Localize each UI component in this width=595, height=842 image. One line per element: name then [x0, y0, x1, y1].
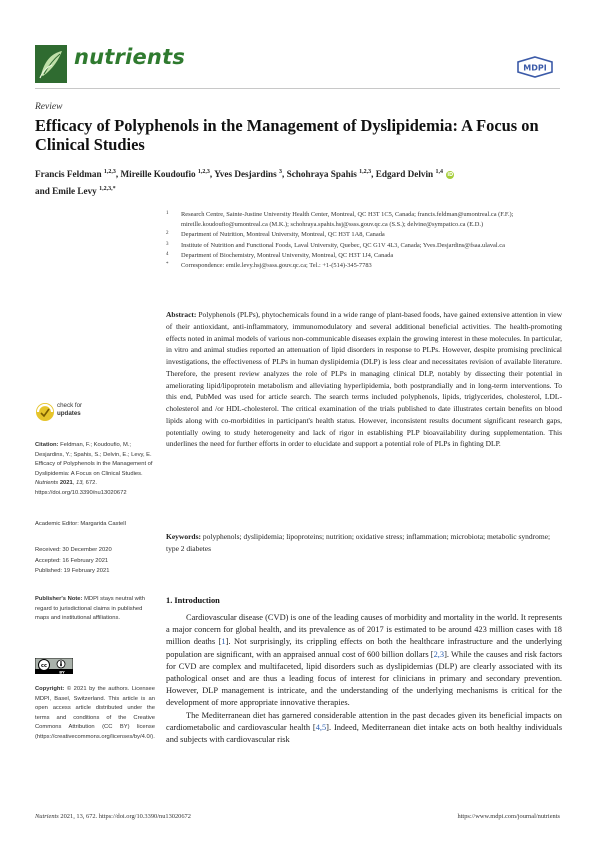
citation-label: Citation:	[35, 442, 59, 448]
published-date: Published: 19 February 2021	[35, 568, 110, 575]
affiliation-number: 3	[166, 241, 169, 247]
affiliation-item	[166, 261, 566, 271]
affiliation-number: 2	[166, 231, 169, 237]
copyright-text: © 2021 by the authors. Licensee MDPI, Basel, Switzerland. This article is an open access article distributed under the terms and conditions of the Creative Commons Attribution (CC BY) license (https://creativecommons.org/licenses/by/4.0/).	[35, 686, 155, 740]
author-name: Francis Feldman $^{1,2,3}$	[35, 169, 116, 180]
copyright-label: Copyright:	[35, 686, 65, 692]
intro-paragraph	[166, 612, 562, 710]
footer-citation-text[interactable]: 2021, 13, 672. https://doi.org/10.3390/nu13020672	[60, 813, 191, 820]
intro-text: The Mediterranean diet has garnered considerable attention in the past decades given its beneficial impacts on cardiometabolic and cardiovascular health [	[166, 710, 562, 732]
received-date: Received: 30 December 2020	[35, 547, 112, 553]
footer-journal: Nutrients	[35, 813, 59, 820]
reference-link[interactable]: 2,3	[433, 649, 445, 659]
citation-year: 2021	[59, 480, 73, 487]
check-updates-icon	[35, 401, 55, 423]
keywords-label: Keywords:	[166, 532, 201, 541]
cc-by-license-icon[interactable]	[35, 658, 73, 674]
affiliation-text: Research Centre, Sainte-Justine University Health Center, Montreal, QC H3T 1C5, Canada; francis.feldman@umontreal.ca (F.F.); mireille.koudoufio@umontreal.ca (M.K.); schohraya.spahis.hsj@ssss.gouv.qc.ca (S.S.); delvine@sympatico.ca (E.D.)	[181, 211, 514, 229]
reference-link[interactable]: 1	[221, 637, 226, 647]
publisher-note-text: MDPI stays neutral with regard to jurisdictional claims in published maps and institutional affiliations.	[35, 596, 145, 622]
intro-text: ]. Indeed, Mediterranean diet intake acts on both healthy individuals and subjects with cardiovascular risk	[166, 722, 562, 745]
journal-logo-icon	[35, 45, 67, 83]
keywords-text: polyphenols; dyslipidemia; lipoproteins; nutrition; oxidative stress; inflammation; microbiota; metabolic syndrome; type 2 diabetes	[166, 532, 551, 553]
affiliation-number: 4	[166, 251, 169, 257]
intro-text: ]. Not surprisingly, its crippling effects on both the healthcare infrastructure and the underlying population are significant, with an appraised annual cost of 600 billion dollars [	[166, 637, 562, 659]
author-name: Schohraya Spahis $^{1,2,3}$	[286, 169, 372, 180]
author-affiliation-sup: 1,4	[435, 169, 443, 175]
publisher-note-label: Publisher's Note:	[35, 596, 83, 602]
author-affiliation-sup: 1,2,3	[359, 169, 372, 175]
accepted-date: Accepted: 16 February 2021	[35, 557, 109, 564]
affiliation-text: Correspondence: emile.levy.hsj@ssss.gouv.qc.ca; Tel.: +1-(514)-345-7783	[181, 262, 372, 270]
article-type: Review	[35, 102, 63, 112]
reference-link[interactable]: 4,5	[315, 722, 327, 732]
author-name: Yves Desjardins $^3$	[214, 169, 283, 180]
citation-volume: 13,	[75, 480, 85, 487]
publisher-note	[35, 595, 155, 624]
check-updates-line1: check for	[57, 402, 83, 409]
author-name: Emile Levy $^{1,2,3,*}$	[52, 186, 116, 197]
check-updates-line2: updates	[57, 410, 81, 417]
affiliation-text: Department of Nutrition, Montreal University, Montreal, QC H3T 1A8, Canada	[181, 231, 385, 239]
intro-paragraph	[166, 710, 562, 747]
intro-text: ]. While the causes and risk factors for CVD are complex and multifaceted, lipid disorders such as dyslipidemias (DLP) are clearly associated with its pathological onset and are thus a leading focus of interest for clinicians in primary and secondary prevention. However, DLP management is intricate, and the understanding of the underlying mechanisms is critical for the development of more appropriate innovative therapies.	[166, 649, 562, 708]
section-heading: 1. Introduction	[166, 596, 220, 605]
author-affiliation-sup: 3	[279, 169, 283, 175]
intro-text: Cardiovascular disease (CVD) is one of the leading causes of morbidity and mortality in the world. It represents a major concern for global health, and its prevalence as of 2017 is estimated to be around 423 million cases with 18 million deaths [	[166, 613, 562, 647]
abstract	[166, 309, 562, 450]
header-divider	[35, 88, 560, 89]
footer-journal-url[interactable]: https://www.mdpi.com/journal/nutrients	[457, 813, 560, 820]
affiliation-number: *	[166, 262, 169, 268]
citation-text: Feldman, F.; Koudoufio, M.; Desjardins, Y.; Spahis, S.; Delvin, E.; Levy, E. Efficacy of Polyphenols in the Management of Dyslipidemia: A Focus on Clinical Studies.	[35, 442, 153, 477]
academic-editor: Academic Editor: Margarida Castell	[35, 521, 126, 527]
affiliation-item	[166, 251, 566, 261]
mdpi-logo-icon	[516, 56, 554, 78]
publication-dates	[35, 545, 112, 577]
footer-citation	[35, 813, 191, 820]
author-affiliation-sup: 1,2,3	[103, 169, 116, 175]
affiliation-item	[166, 241, 566, 251]
author-affiliation-sup: 1,2,3,*	[99, 186, 116, 193]
author-list: Francis Feldman $^{1,2,3}$, Mireille Koudoufio $^{1,2,3}$, Yves Desjardins $^3$, Schohraya Spahis $^{1,2,3}$, Edgard Delvin $^{1,4}$ iD and Emile Levy $^{1,2,3,*}$	[35, 169, 454, 197]
author-name: Edgard Delvin $^{1,4}$	[375, 169, 443, 180]
abstract-label: Abstract:	[166, 310, 197, 319]
affiliation-item	[166, 230, 566, 240]
journal-name: nutrients	[74, 45, 186, 69]
svg-text:cc: cc	[41, 663, 47, 669]
check-for-updates-button[interactable]	[35, 401, 195, 423]
affiliation-text: Institute of Nutrition and Functional Foods, Laval University, Quebec, QC G1V 4L3, Canada; Yves.Desjardins@fsaa.ulaval.ca	[181, 241, 505, 249]
article-title: Efficacy of Polyphenols in the Management of Dyslipidemia: A Focus on Clinical Studies	[35, 116, 539, 154]
citation-doi[interactable]: 672. https://doi.org/10.3390/nu13020672	[35, 480, 127, 496]
abstract-text: Polyphenols (PLPs), phytochemicals found in a wide range of plant-based foods, have gained extensive attention in view of their antioxidant, anti-inflammatory, immunomodulatory and several additional beneficial activities. The health-promoting effects noted in animal models of various non-communicable diseases explain the growing interest in these molecules. In particular, in vitro and animal studies reported an attenuation of lipid disorders in response to PLPs. However, despite promising preclinical investigations, the effectiveness of PLPs in human dyslipidemia (DLP) is less clear and necessitates revision of available literature. Therefore, the present review analyzes the role of PLPs in managing clinical DLP, notably by dissecting their potential in ameliorating lipid/lipoprotein metabolism and alleviating hyperlipidemia, both postprandially and in long-term interventions. To this end, PubMed was used for article search. The search terms included polyphenols, lipids, triglycerides, cholesterol, LDL-cholesterol and /or HDL-cholesterol. The critical examination of the trials published to date illustrates certain benefits on blood lipids along with co-morbidities in participant's health status. However, inconsistent results document significant research gaps, potentially owing to study heterogeneity and lack of rigor in establishing PLP bioavailability during supplementation. This underlines the need for further efforts in order to elucidate and support a potential role of PLPs in fighting DLP.	[166, 310, 563, 449]
affiliations	[166, 210, 566, 271]
author-name: Mireille Koudoufio $^{1,2,3}$	[120, 169, 210, 180]
citation-block: Citation: Feldman, F.; Koudoufio, M.; Desjardins, Y.; Spahis, S.; Delvin, E.; Levy, E. Efficacy of Polyphenols in the Management of Dyslipidemia: A Focus on Clinical Studies. Nutrients 2021, 13, 672. https://doi.org/10.3390/nu13020672	[35, 442, 153, 496]
citation-journal: Nutrients	[35, 480, 59, 487]
affiliation-number: 1	[166, 211, 169, 216]
keywords	[166, 531, 562, 555]
affiliation-text: Department of Biochemistry, Montreal University, Montreal, QC H3T 1J4, Canada	[181, 251, 394, 259]
author-affiliation-sup: 1,2,3	[197, 169, 210, 175]
affiliation-item	[166, 210, 566, 230]
introduction-body	[166, 612, 562, 746]
copyright-block	[35, 685, 155, 743]
orcid-icon[interactable]: iD	[447, 172, 454, 179]
svg-text:BY: BY	[59, 669, 65, 674]
mdpi-logo-text: MDPI	[523, 63, 547, 73]
